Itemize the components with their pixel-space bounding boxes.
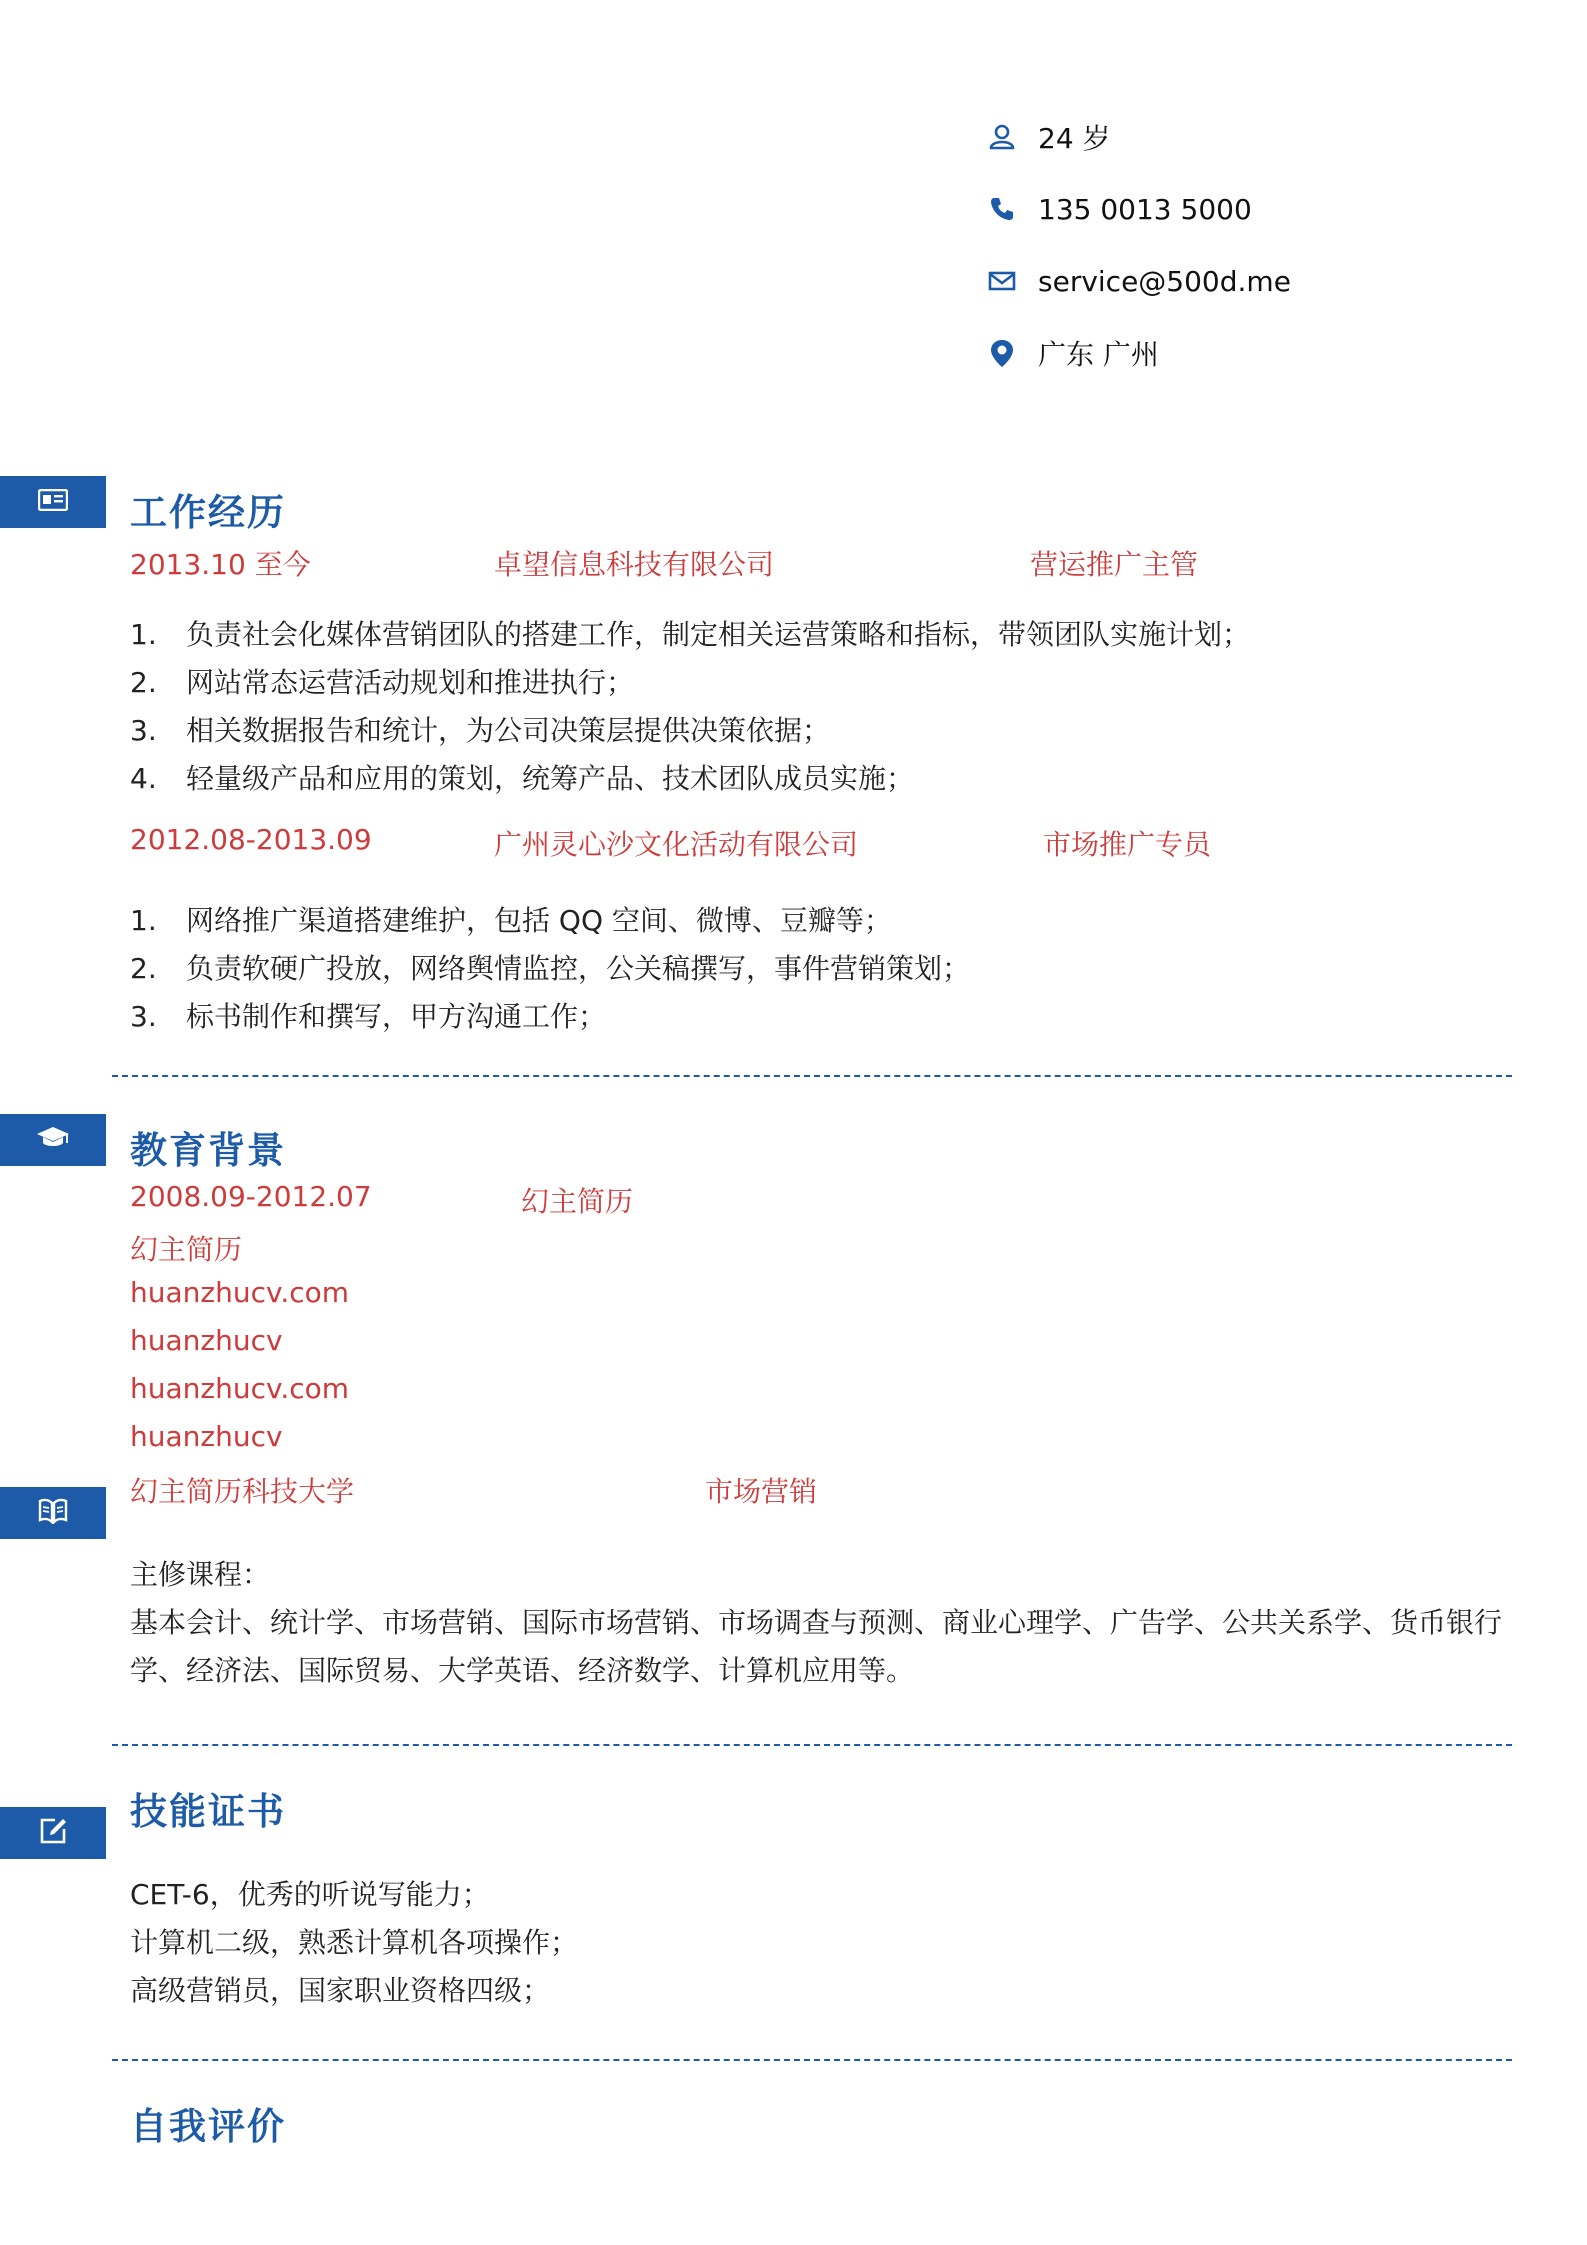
skill-item: 高级营销员，国家职业资格四级； [130,1974,551,2007]
edit-icon [39,1817,67,1849]
work-section-tab [0,476,106,528]
education-section-tab [0,1114,106,1166]
job1-position: 营运推广主管 [1030,548,1199,581]
skill-item: 计算机二级，熟悉计算机各项操作； [130,1926,579,1959]
id-card-icon [38,489,68,515]
phone-icon [988,195,1016,223]
section-divider [112,2059,1512,2061]
contact-age [988,117,1111,157]
graduation-cap-icon [36,1126,70,1154]
education-major: 市场营销 [705,1475,818,1508]
courses-text-line1: 基本会计、统计学、市场营销、国际市场营销、市场调查与预测、商业心理学、广告学、公共关系学、货币银行 [130,1606,1503,1639]
phone-text: 135 0013 5000 [1038,192,1252,226]
location-text: 广东 广州 [1038,338,1159,371]
book-icon [38,1498,68,1528]
job2-item: 2. 负责软硬广投放，网络舆情监控，公关稿撰写，事件营销策划； [130,952,971,985]
mail-icon [988,267,1016,295]
job1-item: 1. 负责社会化媒体营销团队的搭建工作，制定相关运营策略和指标，带领团队实施计划； [130,618,1251,651]
education-school: 幻主简历科技大学 [130,1475,355,1508]
education-line: huanzhucv [130,1420,283,1453]
education-school-top: 幻主简历 [521,1185,634,1218]
job2-position: 市场推广专员 [1043,828,1212,861]
job1-item: 4. 轻量级产品和应用的策划，统筹产品、技术团队成员实施； [130,762,915,795]
person-icon [988,123,1016,151]
education-line: huanzhucv.com [130,1372,350,1405]
job1-item: 3. 相关数据报告和统计，为公司决策层提供决策依据； [130,714,831,747]
email-text[interactable]: service@500d.me [1038,264,1291,298]
education-line: huanzhucv.com [130,1276,350,1309]
section-divider [112,1075,1512,1077]
skill-item: CET-6，优秀的听说写能力； [130,1878,490,1911]
skills-section-tab [0,1807,106,1859]
age-text: 24 岁 [1038,122,1111,155]
self-section-title: 自我评价 [130,2105,286,2148]
location-pin-icon [988,339,1016,367]
courses-text-line2: 学、经济法、国际贸易、大学英语、经济数学、计算机应用等。 [130,1654,915,1687]
section-divider [112,1744,1512,1746]
education-date: 2008.09-2012.07 [130,1180,372,1213]
work-section-title: 工作经历 [130,491,286,534]
contact-location [988,333,1159,373]
job1-company: 卓望信息科技有限公司 [494,548,775,581]
job2-item: 1. 网络推广渠道搭建维护，包括 QQ 空间、微博、豆瓣等； [130,904,892,937]
contact-email [988,261,1291,301]
job1-item: 2. 网站常态运营活动规划和推进执行； [130,666,635,699]
skills-section-title: 技能证书 [130,1790,286,1833]
education-line: huanzhucv [130,1324,283,1357]
job2-company: 广州灵心沙文化活动有限公司 [494,828,859,861]
courses-label: 主修课程： [130,1558,271,1591]
job2-date: 2012.08-2013.09 [130,823,372,856]
contact-phone [988,189,1252,229]
job2-item: 3. 标书制作和撰写，甲方沟通工作； [130,1000,607,1033]
education-line: 幻主简历 [130,1233,243,1266]
education-section-title: 教育背景 [130,1129,286,1172]
courses-tab [0,1487,106,1539]
job1-date: 2013.10 至今 [130,548,311,581]
